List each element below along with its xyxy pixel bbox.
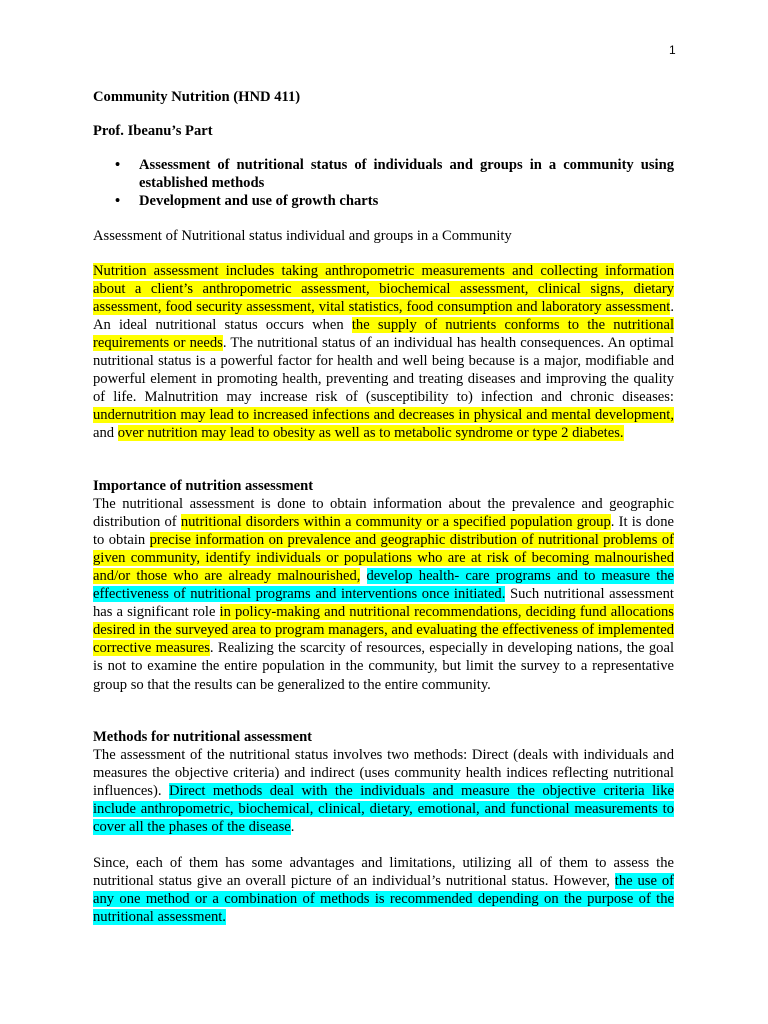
paragraph-text: Since, each of them has some advantages and limitations, utilizing all of them to assess the nutritional status give an overall picture of an individual’s nutritional status. However,: [93, 855, 674, 890]
topic-item-label: Assessment of nutritional status of individuals and groups in a community using established methods: [139, 157, 674, 192]
topic-item: [93, 156, 674, 192]
highlight-yellow: undernutrition may lead to increased infections and decreases in physical and mental development,: [93, 407, 674, 424]
paragraph-text: Such nutritional assessment has a significant role: [93, 586, 674, 621]
highlight-cyan: the use of any one method or a combination of methods is recommended depending on the purpose of the nutritional assessment.: [93, 873, 674, 926]
bullet-icon: •: [115, 157, 121, 174]
paragraph-text: and: [93, 425, 118, 442]
section-heading-methods: Methods for nutritional assessment: [93, 728, 313, 745]
topic-list: [93, 156, 674, 210]
paragraph-text: The nutritional assessment is done to obtain information about the prevalence and geographic distribution of: [93, 495, 674, 530]
document-body: [93, 88, 674, 927]
importance-paragraph: [93, 495, 674, 694]
highlight-yellow: in policy-making and nutritional recommendations, deciding fund allocations desired in the surveyed area to program managers, and evaluating the effectiveness of implemented corrective measures: [93, 604, 674, 657]
paragraph-text: . An ideal nutritional status occurs when: [93, 298, 674, 333]
paragraph-text: [360, 568, 366, 584]
highlight-yellow: precise information on prevalence and geographic distribution of nutritional problems of given community, identify individuals or populations who are at risk of becoming malnourished and/or those who are already malnourished,: [93, 531, 674, 584]
highlight-yellow: nutritional disorders within a community or a specified population group: [180, 513, 611, 530]
highlight-yellow: over nutrition may lead to obesity as well as to metabolic syndrome or type 2 diabetes.: [117, 425, 624, 442]
paragraph-text: . The nutritional status of an individual has health consequences. An optimal nutritional status is a powerful factor for health and well being because is a major, modifiable and powerful element in promoting health, preventing and treating diseases and improving the quality of life. Malnutrition may increase risk of (susceptibility to) infection and chronic diseases:: [93, 334, 674, 406]
topic-item: [93, 192, 674, 210]
document-subtitle: Prof. Ibeanu’s Part: [93, 123, 213, 140]
section-heading-importance: Importance of nutrition assessment: [93, 477, 314, 494]
paragraph-text: . Realizing the scarcity of resources, especially in developing nations, the goal is not to examine the entire population in the community, but limit the survey to a representative group so that the results can be generalized to the entire community.: [93, 640, 675, 693]
intro-line: Assessment of Nutritional status individual and groups in a Community: [93, 228, 512, 245]
document-title: Community Nutrition (HND 411): [93, 89, 301, 105]
highlight-cyan: Direct methods deal with the individuals and measure the objective criteria like include anthropometric, biochemical, clinical, dietary, emotional, and functional measurements to cover all the phases of the disease: [93, 782, 674, 836]
page-number: 1: [669, 43, 676, 57]
highlight-yellow: Nutrition assessment includes taking anthropometric measurements and collecting information about a client’s anthropometric assessment, biochemical assessment, clinical signs, dietary assessment, food security assessment, vital statistics, food consumption and laboratory assessment: [93, 262, 674, 315]
highlight-yellow: the supply of nutrients conforms to the nutritional requirements or needs: [93, 316, 674, 351]
methods-paragraph: [93, 746, 674, 836]
paragraph-text: . It is done to obtain: [93, 513, 674, 548]
methods-combination-paragraph: [93, 854, 674, 926]
highlight-cyan: develop health- care programs and to measure the effectiveness of nutritional programs and interventions once initiated.: [93, 567, 674, 603]
paragraph-text: The assessment of the nutritional status involves two methods: Direct (deals with individuals and measures the objective criteria) and indirect (uses community health indices reflecting nutritional influences).: [93, 746, 674, 799]
nutrition-assessment-paragraph: [93, 262, 674, 443]
bullet-icon: •: [115, 193, 121, 210]
paragraph-text: .: [290, 819, 295, 836]
topic-item-label: Development and use of growth charts: [139, 193, 379, 210]
